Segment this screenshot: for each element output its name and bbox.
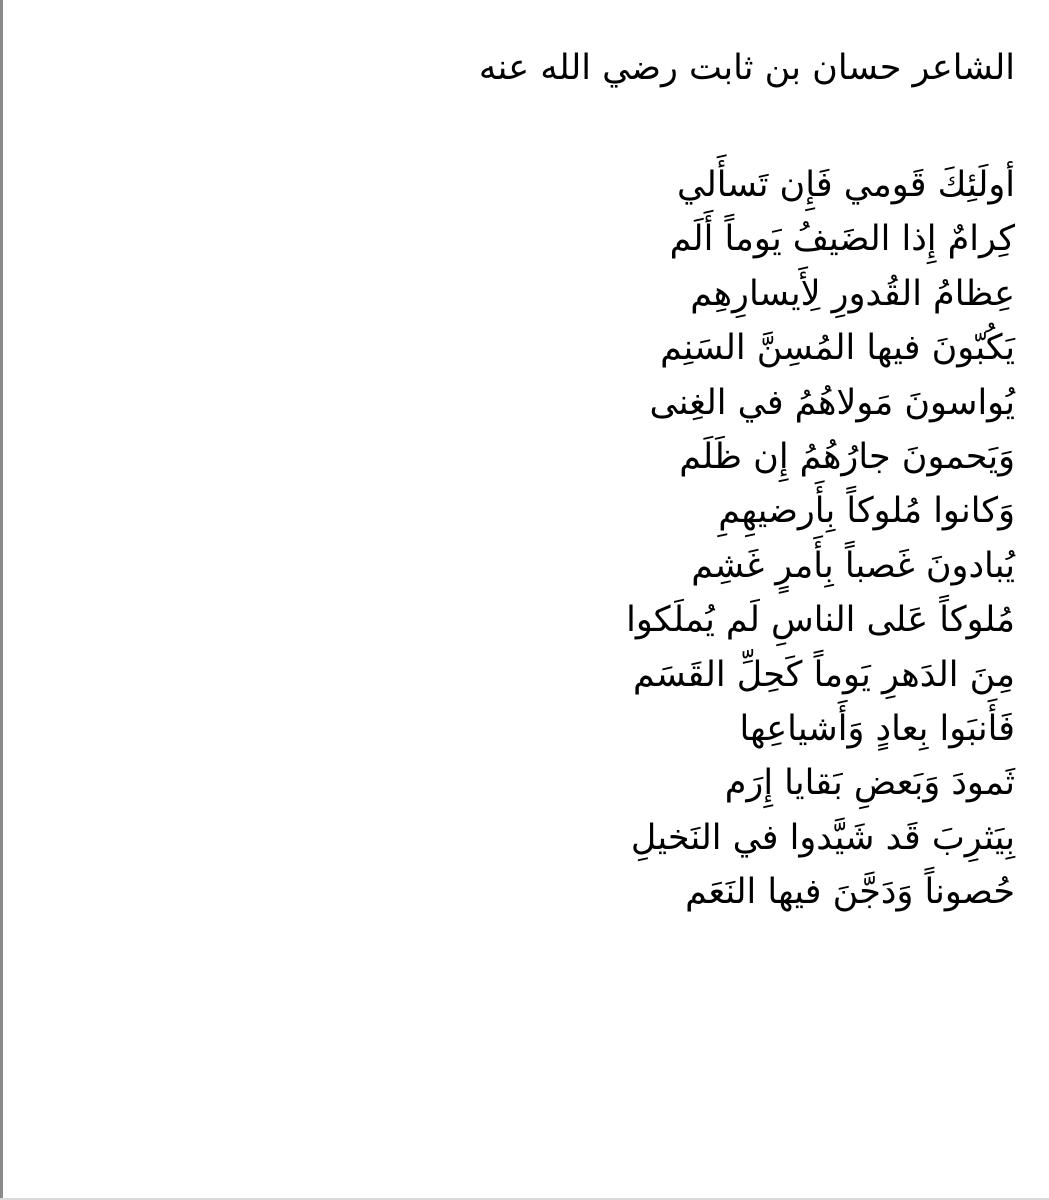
verse-line: يُبادونَ غَصباً بِأَمرٍ غَشِم xyxy=(691,545,1015,586)
verse-line: كِرامٌ إِذا الضَيفُ يَوماً أَلَم xyxy=(669,219,1015,260)
verse-line: مِنَ الدَهرِ يَوماً كَحِلِّ القَسَم xyxy=(632,654,1015,695)
verse-line: عِظامُ القُدورِ لِأَيسارِهِم xyxy=(690,273,1015,314)
page-left-border xyxy=(0,0,3,1200)
verse-line: وَكانوا مُلوكاً بِأَرضيهِمِ xyxy=(718,491,1015,532)
verse-line: حُصوناً وَدَجَّنَ فيها النَعَم xyxy=(685,872,1015,913)
verse-line: فَأَنبَوا بِعادٍ وَأَشياعِها xyxy=(739,709,1015,750)
verse-line: يَكُبّونَ فيها المُسِنَّ السَنِم xyxy=(660,328,1015,369)
verse-line: مُلوكاً عَلى الناسِ لَم يُملَكوا xyxy=(626,600,1015,641)
poet-title: الشاعر حسان بن ثابت رضي الله عنه xyxy=(478,48,1015,88)
verse-line: وَيَحمونَ جارُهُمُ إِن ظَلَم xyxy=(679,437,1015,478)
verse-line: بِيَثرِبَ قَد شَيَّدوا في النَخيلِ xyxy=(630,817,1015,858)
verse-line: أولَئِكَ قَومي فَإِن تَسأَلي xyxy=(676,165,1015,205)
verse-line: ثَمودَ وَبَعضِ بَقايا إِرَم xyxy=(724,763,1015,804)
poem-content xyxy=(55,36,1015,920)
verse-line: يُواسونَ مَولاهُمُ في الغِنى xyxy=(649,382,1015,423)
poem-verses xyxy=(55,158,1015,920)
